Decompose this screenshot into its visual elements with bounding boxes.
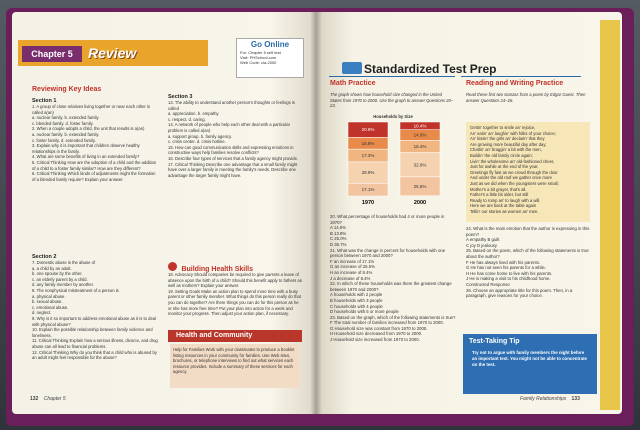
- list-item: G He has not seen his parents for a while.: [466, 265, 547, 271]
- list-item: G an increase of 25.5%: [330, 264, 375, 270]
- left-page-number: [30, 396, 66, 402]
- list-item: 12. Critical Thinking Why do you think that a child who is abused by an adult might feel responsible for the abuse?: [32, 349, 157, 361]
- health-community-text: Help for Families Work with your classmates to produce a booklet listing resources in your community for families. Use Web sites, brochures, or telephone interviews to find out what services each resource provides. Include a summary of these services for each agency.: [173, 347, 295, 375]
- list-item: 24. What is the main emotion that the author is expressing in this poem?: [466, 226, 590, 237]
- list-item: Tellin' our stories as women an' men.: [470, 208, 539, 214]
- list-item: 3. Explain why it is important that children observe healthy relationships in the family.: [32, 143, 140, 154]
- list-item: 21. What was the change in percent for households with one person between 1970 and 2000?: [330, 247, 446, 259]
- list-item: c. foster family. d. extended family.: [32, 137, 96, 143]
- list-item: D households with 5 or more people: [330, 309, 399, 315]
- section2-block: [32, 254, 160, 361]
- list-item: J He is making a visit to his childhood home.: [466, 276, 551, 282]
- list-item: Just as we did when the youngsters were small;: [470, 180, 559, 186]
- list-item: A 14.6%: [330, 225, 347, 231]
- household-chart: [330, 114, 456, 210]
- list-item: Ready to romp an' to laugh with a will.: [470, 197, 541, 203]
- page-number: 133: [571, 396, 580, 402]
- list-item: 11. Critical Thinking Explain how a serious illness, divorce, and drug abuse can all lead to financial problems.: [32, 338, 158, 349]
- data-label: 16.4%: [413, 143, 427, 149]
- list-item: An' eatin' an' laughin' with folks of your choice;: [470, 130, 556, 136]
- data-label: 32.8%: [413, 161, 427, 167]
- list-item: Here we are back at the table again: [470, 203, 537, 209]
- list-item: 10. Explain the possible relationship between family violence and loneliness.: [32, 327, 153, 338]
- section3-items: [168, 100, 302, 178]
- skills-icon: [168, 262, 177, 271]
- section2-items: [32, 260, 160, 361]
- page-edge-band: [600, 20, 620, 410]
- chapter-footer: Chapter 5: [43, 396, 66, 402]
- list-item: D 36.7%: [330, 241, 347, 247]
- reading-questions: [466, 226, 590, 299]
- math-intro: The graph shows how household size changed in the United States from 1970 to 2000. Use the graph to answer Questions 20–23.: [330, 92, 454, 109]
- data-label: 14.6%: [413, 132, 427, 138]
- section3-block: [168, 94, 302, 178]
- list-item: 17. Critical Thinking Describe one advantage that a small family might have over a larger family in meeting the family's needs. Describe one advantage the larger family might have.: [168, 161, 298, 178]
- right-footer: [520, 396, 580, 402]
- data-label: 17.3%: [361, 152, 375, 158]
- health-community-heading: Health and Community: [168, 330, 302, 342]
- data-label: 28.9%: [361, 169, 375, 175]
- reading-writing-heading: Reading and Writing Practice: [466, 80, 564, 87]
- section3-heading: Section 3: [168, 94, 193, 100]
- list-item: a. physical abuse.: [32, 293, 66, 299]
- list-item: 18. Advocacy Should companies be required to give parents a leave of absence upon the birth of a child? Should this benefit apply to fathers as well as mothers? Explain your answer.: [168, 272, 302, 289]
- section2-heading: Section 2: [32, 254, 57, 260]
- reviewing-key-ideas-heading: Reviewing Key Ideas: [32, 86, 102, 93]
- list-item: c. crisis center. d. crisis hotline.: [168, 139, 226, 145]
- data-label: 15.8%: [361, 140, 375, 146]
- list-item: B households with 3 people: [330, 297, 383, 303]
- list-item: C 25.0%: [330, 236, 347, 242]
- list-item: Buildin' the old family circle again;: [470, 152, 533, 158]
- list-item: 2. When a couple adopts a child, the unit that results is a(an): [32, 126, 145, 132]
- list-item: Constructed Response: [466, 281, 510, 287]
- go-online-line: Visit: PHSchool.com: [240, 55, 277, 60]
- list-item: d. any family member by another.: [32, 282, 94, 288]
- list-item: d. neglect.: [32, 310, 52, 316]
- section1-items: [32, 104, 160, 182]
- rw-intro: Read these first two stanzas from a poem by Edgar Guest. Then answer Questions 24–26.: [466, 92, 586, 103]
- list-item: 1. A group of close relatives living together or near each other is called a(an): [32, 104, 151, 115]
- list-item: H Household size decreased from 1970 to 2000.: [330, 331, 423, 337]
- list-item: a. nuclear family. b. extended family.: [32, 131, 100, 137]
- list-item: C households with 4 people: [330, 303, 383, 309]
- divider: [461, 76, 581, 77]
- health-community-box: [170, 344, 300, 388]
- list-item: 6. Critical Thinking Which kinds of adjustments might the formation of a blended family require? Explain your answer.: [32, 171, 156, 182]
- chart-svg: [330, 120, 456, 208]
- test-prep-title: Standardized Test Prep: [364, 62, 497, 76]
- list-item: Father's a little bit older, but still: [470, 192, 529, 198]
- list-item: H an increase of 8.4%: [330, 269, 373, 275]
- divider: [329, 76, 455, 77]
- list-item: H He has come home to live with his parents.: [466, 270, 553, 276]
- list-item: 22. In which of these households was there the greatest change between 1970 and 2000?: [330, 281, 452, 292]
- list-item: 16. Describe four types of services that a family agency might provide.: [168, 155, 299, 161]
- list-item: Just for awhile at the end of the year.: [470, 164, 539, 170]
- list-item: Are growing more beautiful day after day;: [470, 141, 547, 147]
- list-item: c. blended family. d. foster family.: [32, 120, 94, 126]
- list-item: And under the old roof we gather once more: [470, 175, 552, 181]
- page-number: 132: [30, 396, 39, 402]
- list-item: b. one spouse by the other.: [32, 271, 83, 277]
- data-label: 20.9%: [361, 126, 375, 132]
- section1-block: [32, 98, 160, 182]
- poem-box: [466, 122, 590, 222]
- chapter-label: Chapter 5: [22, 46, 82, 62]
- data-label: 10.4%: [413, 122, 427, 128]
- list-item: 19. Setting Goals Make an action plan to spend more time with a busy parent or other family member. What things do this person really do that you can do together? Are there things you can do for this person as he or she has more free time? Put your plan into action for a week and monitor your progress. Then adjust your action plan, if necessary.: [168, 288, 301, 317]
- list-item: Livin' the wholesome an' old-fashioned cheer,: [470, 158, 555, 164]
- list-item: 8. The nonphysical mistreatment of a person is: [32, 287, 119, 293]
- list-item: J a decrease of 8.4%: [330, 275, 371, 281]
- list-item: 5. Critical Thinking How are the adoption of a child and the addition of a child to a foster family similar? How are they different?: [32, 159, 157, 171]
- math-practice-heading: Math Practice: [330, 80, 376, 87]
- go-online-line: For: Chapter 5 self test: [240, 50, 281, 55]
- chart-title: Households by Size: [373, 114, 413, 119]
- list-item: c. respect. d. caring.: [168, 116, 206, 122]
- data-label: 25.5%: [413, 183, 427, 189]
- list-item: 23. Based on the graph, which of the following statements is true?: [330, 314, 456, 320]
- list-item: Chattin' an' braggin' a bit with the men,: [470, 147, 542, 153]
- bhs-items: [168, 272, 302, 317]
- list-item: F The total number of families increased from 1970 to 2000.: [330, 320, 444, 326]
- list-item: a. nuclear family. b. extended family.: [32, 115, 100, 121]
- list-item: 9. Why is it so important to address emotional abuse as it is to deal with physical abuse?: [32, 315, 157, 327]
- list-item: a. a child by an adult.: [32, 265, 72, 271]
- list-item: 15. How can good communication skills and expressing emotions in constructive ways help families resolve conflicts?: [168, 144, 294, 156]
- test-tip-title: Test-Taking Tip: [469, 338, 520, 345]
- building-health-skills: [168, 258, 260, 273]
- category-label: 2000: [413, 199, 427, 206]
- list-item: C joy D jealousy: [466, 242, 498, 248]
- footer-label: Family Relationships: [520, 396, 567, 402]
- review-title: Review: [88, 45, 137, 61]
- list-item: An' kissin' the girls an' declarin' that they: [470, 136, 545, 142]
- math-questions: [330, 214, 456, 343]
- list-item: Gettin' together to smile an' rejoice,: [470, 125, 536, 130]
- test-prep-icon: [342, 62, 362, 74]
- list-item: G Household size was constant from 1970 to 2000.: [330, 325, 428, 331]
- building-health-skills-heading: Building Health Skills: [181, 266, 254, 273]
- category-label: 1970: [361, 199, 375, 206]
- list-item: c. emotional abuse.: [32, 304, 69, 310]
- list-item: 4. What are some benefits of living in an extended family?: [32, 154, 140, 160]
- list-item: 20. What percentage of households had 4 or more people in 1970?: [330, 214, 445, 225]
- list-item: 13. The ability to understand another person's thoughts or feelings is called: [168, 100, 295, 111]
- list-item: F an increase of 17.1%: [330, 258, 375, 264]
- list-item: 7. Domestic abuse is the abuse of: [32, 260, 96, 265]
- list-item: Greetings fly fast as we crowd through the door: [470, 169, 558, 175]
- list-item: 25. Based on the poem, which of the following statements is true about the author?: [466, 248, 589, 259]
- data-label: 17.1%: [361, 186, 375, 192]
- go-online-title: Go Online: [250, 40, 290, 49]
- list-item: F He has always lived with his parents.: [466, 259, 541, 265]
- list-item: a. support group. b. family agency.: [168, 133, 232, 139]
- list-item: B 13.8%: [330, 230, 347, 236]
- list-item: Mother's a bit grayer, that's all.: [470, 186, 527, 192]
- list-item: 26. Choose an appropriate title for this poem. Then, in a paragraph, give reasons for your choice.: [466, 287, 573, 299]
- list-item: A households with 2 people: [330, 292, 383, 298]
- book-gutter: [310, 12, 322, 414]
- test-tip-text: Try not to argue with family members the night before an important test. You might not be able to concentrate on the test.: [472, 350, 587, 367]
- list-item: c. an elderly parent by a child.: [32, 276, 88, 282]
- go-online-box: [236, 38, 304, 78]
- poem-text: [466, 122, 590, 218]
- list-item: b. sexual abuse.: [32, 299, 63, 305]
- list-item: J Household size increased from 1970 to 2000.: [330, 337, 420, 343]
- section1-heading: Section 1: [32, 98, 57, 104]
- list-item: a. appreciation. b. empathy.: [168, 111, 220, 117]
- list-item: A empathy B guilt: [466, 237, 500, 243]
- list-item: 14. A network of people who help each other deal with a particular problem is called a(an): [168, 122, 290, 133]
- go-online-line: Web Code: cla-2050: [240, 60, 277, 65]
